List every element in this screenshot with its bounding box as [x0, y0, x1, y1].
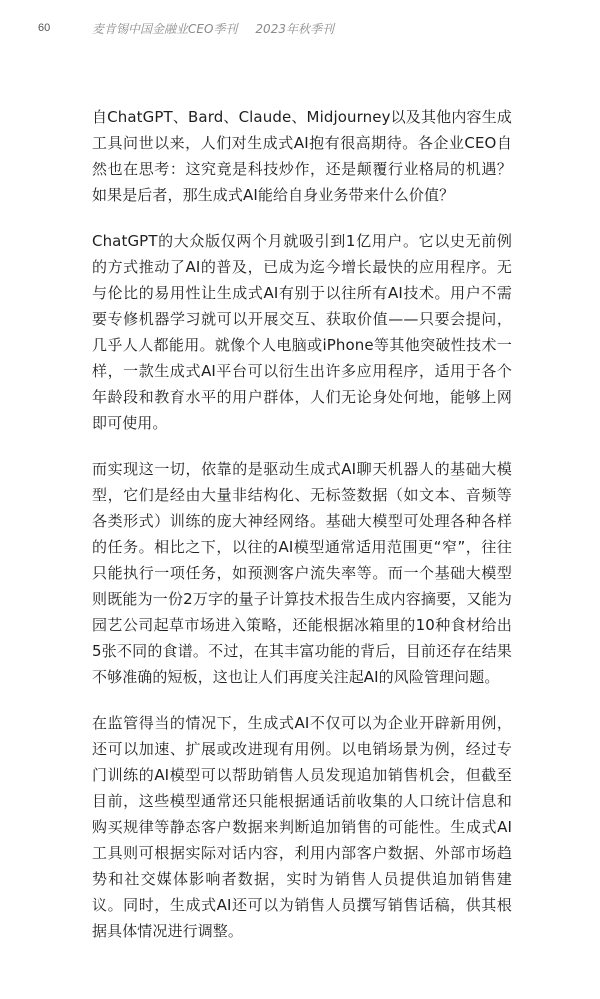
paragraph: ChatGPT的大众版仅两个月就吸引到1亿用户。它以史无前例的方式推动了AI的普及，已成为迄今增长最快的应用程序。无与伦比的易用性让生成式AI有别于以往所有AI技术。用户不需要专修机器学习就可以开展交互、获取价值——只要会提问，几乎人人都能用。就像个人电脑或iPhone等其他突破性技术一样，一款生成式AI平台可以衍生出许多应用程序，适用于各个年龄段和教育水平的用户群体，人们无论身处何地，能够上网即可使用。 — [92, 232, 512, 432]
paragraph: 自ChatGPT、Bard、Claude、Midjourney以及其他内容生成工具问世以来，人们对生成式AI抱有很高期待。各企业CEO自然也在思考：这究竟是科技炒作，还是颠覆行业格局的机遇？如果是后者，那生成式AI能给自身业务带来什么价值？ — [92, 108, 512, 204]
article-body — [92, 104, 512, 964]
paragraph: 在监管得当的情况下，生成式AI不仅可以为企业开辟新用例，还可以加速、扩展或改进现有用例。以电销场景为例，经过专门训练的AI模型可以帮助销售人员发现追加销售机会，但截至目前，这些模型通常还只能根据通话前收集的人口统计信息和购买规律等静态客户数据来判断追加销售的可能性。生成式AI工具则可根据实际对话内容，利用内部客户数据、外部市场趋势和社交媒体影响者数据，实时为销售人员提供追加销售建议。同时，生成式AI还可以为销售人员撰写销售话稿，供其根据具体情况进行调整。 — [92, 714, 512, 940]
publication-title: 麦肯锡中国金融业CEO季刊 — [92, 22, 238, 36]
running-header — [92, 20, 334, 37]
paragraph: 而实现这一切，依靠的是驱动生成式AI聊天机器人的基础大模型，它们是经由大量非结构化、无标签数据（如文本、音频等各类形式）训练的庞大神经网络。基础大模型可处理各种各样的任务。相比之下，以往的AI模型通常适用范围更“窄”，往往只能执行一项任务，如预测客户流失率等。而一个基础大模型则既能为一份2万字的量子计算技术报告生成内容摘要，又能为园艺公司起草市场进入策略，还能根据冰箱里的10种食材给出5张不同的食谱。不过，在其丰富功能的背后，目前还存在结果不够准确的短板，这也让人们再度关注起AI的风险管理问题。 — [92, 460, 512, 686]
issue-label: 2023年秋季刊 — [255, 22, 334, 36]
page-number: 60 — [38, 22, 51, 34]
